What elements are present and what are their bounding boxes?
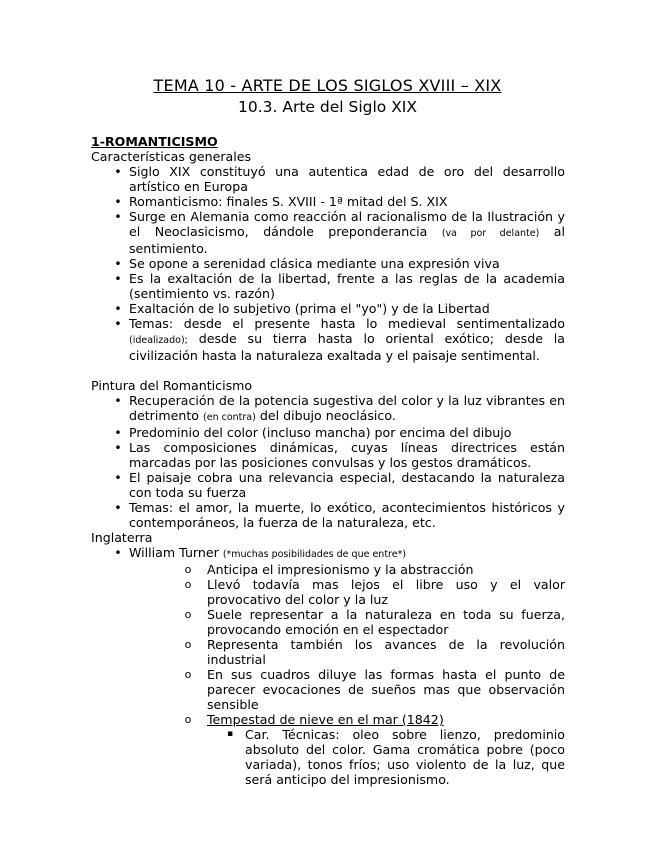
caracteristicas-list (91, 164, 565, 363)
bullet-icon: • (114, 301, 122, 316)
inglaterra-list (91, 545, 565, 787)
bullet-icon: • (114, 545, 122, 560)
pintura-list (91, 393, 565, 530)
subsection-heading: Inglaterra (91, 530, 153, 545)
list-item: o Llevó todavía mas lejos el libre uso y el valor provocativo del color y la luz (184, 577, 565, 607)
list-item: o Representa también los avances de la revolución industrial (184, 637, 565, 667)
list-item (129, 712, 565, 787)
list-item: • Recuperación de la potencia sugestiva del color y la luz vibrantes en detrimento (en contra) del dibujo neoclásico. (114, 393, 565, 423)
circle-bullet-icon: o (184, 563, 192, 576)
list-item: • El paisaje cobra una relevancia especial, destacando la naturaleza con toda su fuerza (114, 470, 565, 500)
bullet-icon: • (114, 440, 122, 455)
list-item: • Es la exaltación de la libertad, frente a las reglas de la academia (sentimiento vs. razón) (114, 271, 565, 301)
bullet-icon: • (114, 470, 122, 485)
bullet-icon: • (114, 256, 122, 271)
circle-bullet-icon: o (184, 668, 192, 681)
list-item: • Siglo XIX constituyó una autentica edad de oro del desarrollo artístico en Europa (114, 164, 565, 194)
list-item: • Las composiciones dinámicas, cuyas líneas directrices están marcadas por las posiciones convulsas y los gestos dramáticos. (114, 440, 565, 470)
document-body (91, 134, 565, 787)
list-item: o Anticipa el impresionismo y la abstracción (184, 562, 474, 577)
list-item: • Temas: desde el presente hasta lo medieval sentimentalizado (idealizado); desde su tierra hasta lo oriental exótico; desde la civilización hasta la naturaleza exaltada y el paisaje sentimental. (114, 316, 565, 363)
tempestad-list (207, 727, 565, 787)
artist-note: (*muchas posibilidades de que entre*) (222, 549, 407, 560)
bullet-icon: • (114, 425, 122, 440)
circle-bullet-icon: o (184, 578, 192, 591)
list-item: • Exaltación de lo subjetivo (prima el "yo") y de la Libertad (114, 301, 490, 316)
turner-list (169, 562, 565, 787)
bullet-icon: • (114, 209, 122, 224)
square-bullet-icon: ▪ (226, 729, 234, 739)
artist-name: William Turner (129, 545, 219, 560)
bullet-icon: • (114, 393, 122, 408)
list-item: • Temas: el amor, la muerte, lo exótico, acontecimientos históricos y contemporáneos, la fuerza de la naturaleza, etc. (114, 500, 565, 530)
list-item (91, 545, 565, 787)
bullet-icon: • (114, 164, 122, 179)
bullet-icon: • (114, 194, 122, 209)
list-item: • Romanticismo: finales S. XVIII - 1ª mitad del S. XIX (114, 194, 448, 209)
list-item: • Predominio del color (incluso mancha) por encima del dibujo (114, 425, 512, 440)
page-title: TEMA 10 - ARTE DE LOS SIGLOS XVIII – XIX (153, 76, 502, 95)
page-subtitle: 10.3. Arte del Siglo XIX (238, 98, 417, 116)
artwork-title: Tempestad de nieve en el mar (1842) (207, 712, 444, 727)
circle-bullet-icon: o (184, 713, 192, 726)
section-heading: 1-ROMANTICISMO (91, 134, 218, 149)
bullet-icon: • (114, 500, 122, 515)
list-item: o En sus cuadros diluye las formas hasta el punto de parecer evocaciones de sueños mas que observación sensible (184, 667, 565, 712)
list-item: ▪ Car. Técnicas: oleo sobre lienzo, predominio absoluto del color. Gama cromática pobre (poco variada), tonos fríos; uso violento de la luz, que será anticipo del impresionismo. (226, 727, 565, 787)
subsection-heading: Pintura del Romanticismo (91, 378, 253, 393)
list-item: • Se opone a serenidad clásica mediante una expresión viva (114, 256, 500, 271)
circle-bullet-icon: o (184, 608, 192, 621)
subsection-heading: Características generales (91, 149, 252, 164)
list-item: • Surge en Alemania como reacción al racionalismo de la Ilustración y el Neoclasicismo, dándole preponderancia (va por delante) al sentimiento. (114, 209, 566, 256)
spacer (91, 363, 565, 378)
circle-bullet-icon: o (184, 638, 192, 651)
bullet-icon: • (114, 316, 122, 331)
bullet-icon: • (114, 271, 122, 286)
list-item: o Suele representar a la naturaleza en toda su fuerza, provocando emoción en el espectador (184, 607, 565, 637)
